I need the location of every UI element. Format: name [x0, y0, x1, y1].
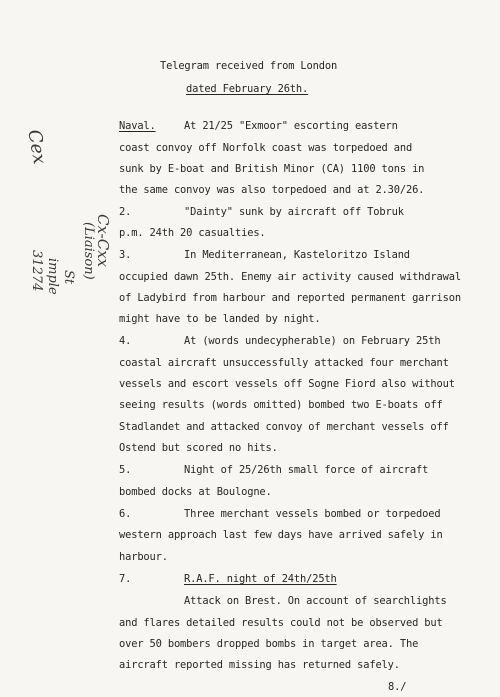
margin-note-lower-2: St [61, 270, 76, 285]
body-line: coast convoy off Norfolk coast was torpedoed and [119, 142, 413, 154]
body-line: harbour. [119, 551, 168, 563]
body-line: western approach last few days have arrived safely in [119, 529, 443, 541]
paragraph-number: 2. [119, 206, 132, 218]
body-line: of Ladybird from harbour and reported permanent garrison [119, 292, 461, 304]
paragraph-number: 6. [119, 508, 132, 520]
body-line: At (words undecypherable) on February 25th [184, 335, 441, 347]
body-line: aircraft reported missing has returned safely. [119, 659, 400, 671]
document-date: dated February 26th. [186, 83, 309, 95]
body-line: Three merchant vessels bombed or torpedoed [184, 508, 441, 520]
body-line: Attack on Brest. On account of searchlights [184, 595, 447, 607]
body-line: seeing results (words omitted) bombed two E-boats off [119, 399, 443, 411]
body-line: the same convoy was also torpedoed and at 2.30/26. [119, 184, 425, 196]
body-line: "Dainty" sunk by aircraft off Tobruk [184, 206, 404, 218]
body-line: over 50 bombers dropped bombs in target area. The [119, 638, 419, 650]
margin-note-top: Cex [23, 128, 51, 166]
margin-note-lower-4: 31274 [29, 250, 44, 292]
paragraph-number: 5. [119, 464, 132, 476]
paragraph-number: 7. [119, 573, 132, 585]
body-line: might have to be landed by night. [119, 313, 321, 325]
paragraph-number: 3. [119, 249, 132, 261]
body-line: p.m. 24th 20 casualties. [119, 227, 266, 239]
body-line: vessels and escort vessels off Sogne Fiord also without [119, 378, 455, 390]
body-line: At 21/25 "Exmoor" escorting eastern [184, 120, 398, 132]
section-label-naval: Naval. [119, 120, 156, 132]
body-line: occupied dawn 25th. Enemy air activity caused withdrawal [119, 271, 461, 283]
body-line: In Mediterranean, Kasteloritzo Island [184, 249, 410, 261]
paragraph-number: 4. [119, 335, 132, 347]
margin-note-lower-1: (Liaison) [81, 222, 96, 280]
body-line: sunk by E-boat and British Minor (CA) 1100 tons in [119, 163, 425, 175]
section-heading-raf: R.A.F. night of 24th/25th [184, 573, 337, 585]
body-line: Stadlandet and attacked convoy of merchant vessels off [119, 421, 449, 433]
document-title: Telegram received from London [160, 60, 338, 72]
body-line: coastal aircraft unsuccessfully attacked four merchant [119, 357, 449, 369]
body-line: Night of 25/26th small force of aircraft [184, 464, 429, 476]
margin-note-mid: Cx-Cxx [94, 214, 112, 268]
margin-note-lower-3: imple [45, 258, 60, 295]
body-line: bombed docks at Boulogne. [119, 486, 272, 498]
body-line: and flares detailed results could not be observed but [119, 617, 443, 629]
next-page-marker: 8./ [388, 681, 407, 693]
body-line: Ostend but scored no hits. [119, 442, 278, 454]
